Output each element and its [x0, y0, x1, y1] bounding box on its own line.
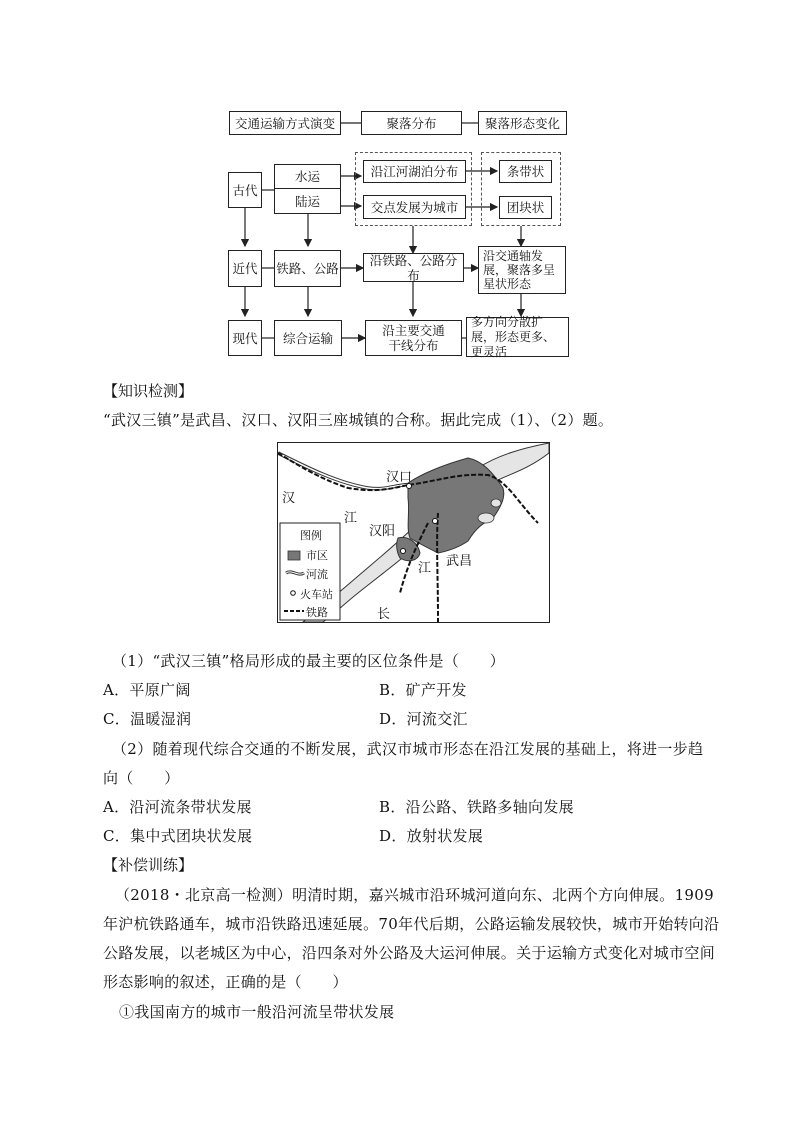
map-label-jiang-left: 江	[344, 511, 358, 526]
para-line-4: 形态影响的叙述，正确的是（ ）	[103, 973, 348, 991]
header-form: 聚落形态变化	[478, 111, 567, 135]
star-shape-box: 沿交通轴发展，聚落多呈星状形态	[478, 246, 566, 294]
para-line-3: 公路发展，以老城区为中心，沿四条对外公路及大运河伸展。关于运输方式变化对城市空间	[103, 944, 716, 962]
para-line-2: 年沪杭铁路通车，城市沿铁路迅速延展。70年代后期，公路运输发展较快，城市开始转向沿	[103, 915, 720, 933]
q2-option-a[interactable]: A．沿河流条带状发展	[103, 798, 252, 816]
wuhan-map	[277, 442, 550, 623]
section-heading-compensation: 【补偿训练】	[103, 856, 194, 874]
header-transport: 交通运输方式演变	[229, 111, 341, 135]
map-label-hanyang: 汉阳	[369, 524, 396, 539]
integrated-box: 综合运输	[274, 320, 342, 356]
strip-box: 条带状	[499, 160, 552, 183]
map-label-chang: 长	[377, 607, 391, 622]
map-label-jiang-bottom: 江	[418, 561, 432, 576]
node-city-box: 交点发展为城市	[363, 195, 466, 219]
intro-text: “武汉三镇”是武昌、汉口、汉阳三座城镇的合称。据此完成（1）、（2）题。	[103, 411, 614, 429]
q2-stem-line2: 向（ ）	[103, 769, 180, 787]
q2-option-d[interactable]: D．放射状发展	[379, 827, 484, 845]
legend-river: 河流	[306, 568, 328, 581]
q1-option-d[interactable]: D．河流交汇	[379, 710, 468, 728]
section-heading-knowledge: 【知识检测】	[103, 382, 194, 400]
along-river-box: 沿江河湖泊分布	[363, 160, 466, 183]
para-line-1: （2018・北京高一检测）明清时期，嘉兴城市沿环城河道向东、北两个方向伸展。1909	[115, 886, 714, 904]
map-label-han: 汉	[282, 491, 296, 506]
era-contemporary: 现代	[228, 320, 262, 356]
along-main-box: 沿主要交通干线分布	[365, 320, 462, 356]
cluster-box: 团块状	[499, 196, 552, 219]
along-rail-road-box: 沿铁路、公路分布	[363, 253, 464, 282]
q2-stem-line1: （2）随着现代综合交通的不断发展，武汉市城市形态在沿江发展的基础上，将进一步趋	[112, 740, 704, 758]
water-transport: 水运	[274, 164, 341, 189]
map-label-wuchang: 武昌	[446, 554, 473, 569]
q1-option-b[interactable]: B．矿产开发	[379, 681, 467, 699]
legend-rail: 铁路	[306, 606, 328, 619]
q1-option-c[interactable]: C．温暖湿润	[103, 710, 192, 728]
legend-title: 图例	[300, 529, 322, 542]
q2-option-c[interactable]: C．集中式团块状发展	[103, 827, 253, 845]
land-transport: 陆运	[274, 188, 341, 214]
multi-direction-box: 多方向分散扩展，形态更多、更灵活	[466, 317, 569, 357]
q1-stem: （1）“武汉三镇”格局形成的最主要的区位条件是（ ）	[112, 652, 505, 670]
statement-item-1: ①我国南方的城市一般沿河流呈带状发展	[119, 1003, 395, 1021]
legend-urban: 市区	[306, 549, 328, 562]
era-modern: 近代	[228, 250, 262, 287]
legend-station: 火车站	[300, 588, 333, 601]
q1-option-a[interactable]: A．平原广阔	[103, 681, 191, 699]
q2-option-b[interactable]: B．沿公路、铁路多轴向发展	[379, 798, 574, 816]
map-label-hankou: 汉口	[386, 470, 413, 485]
era-ancient: 古代	[228, 172, 262, 208]
header-settlement: 聚落分布	[361, 111, 462, 135]
rail-road-box: 铁路、公路	[274, 250, 341, 287]
